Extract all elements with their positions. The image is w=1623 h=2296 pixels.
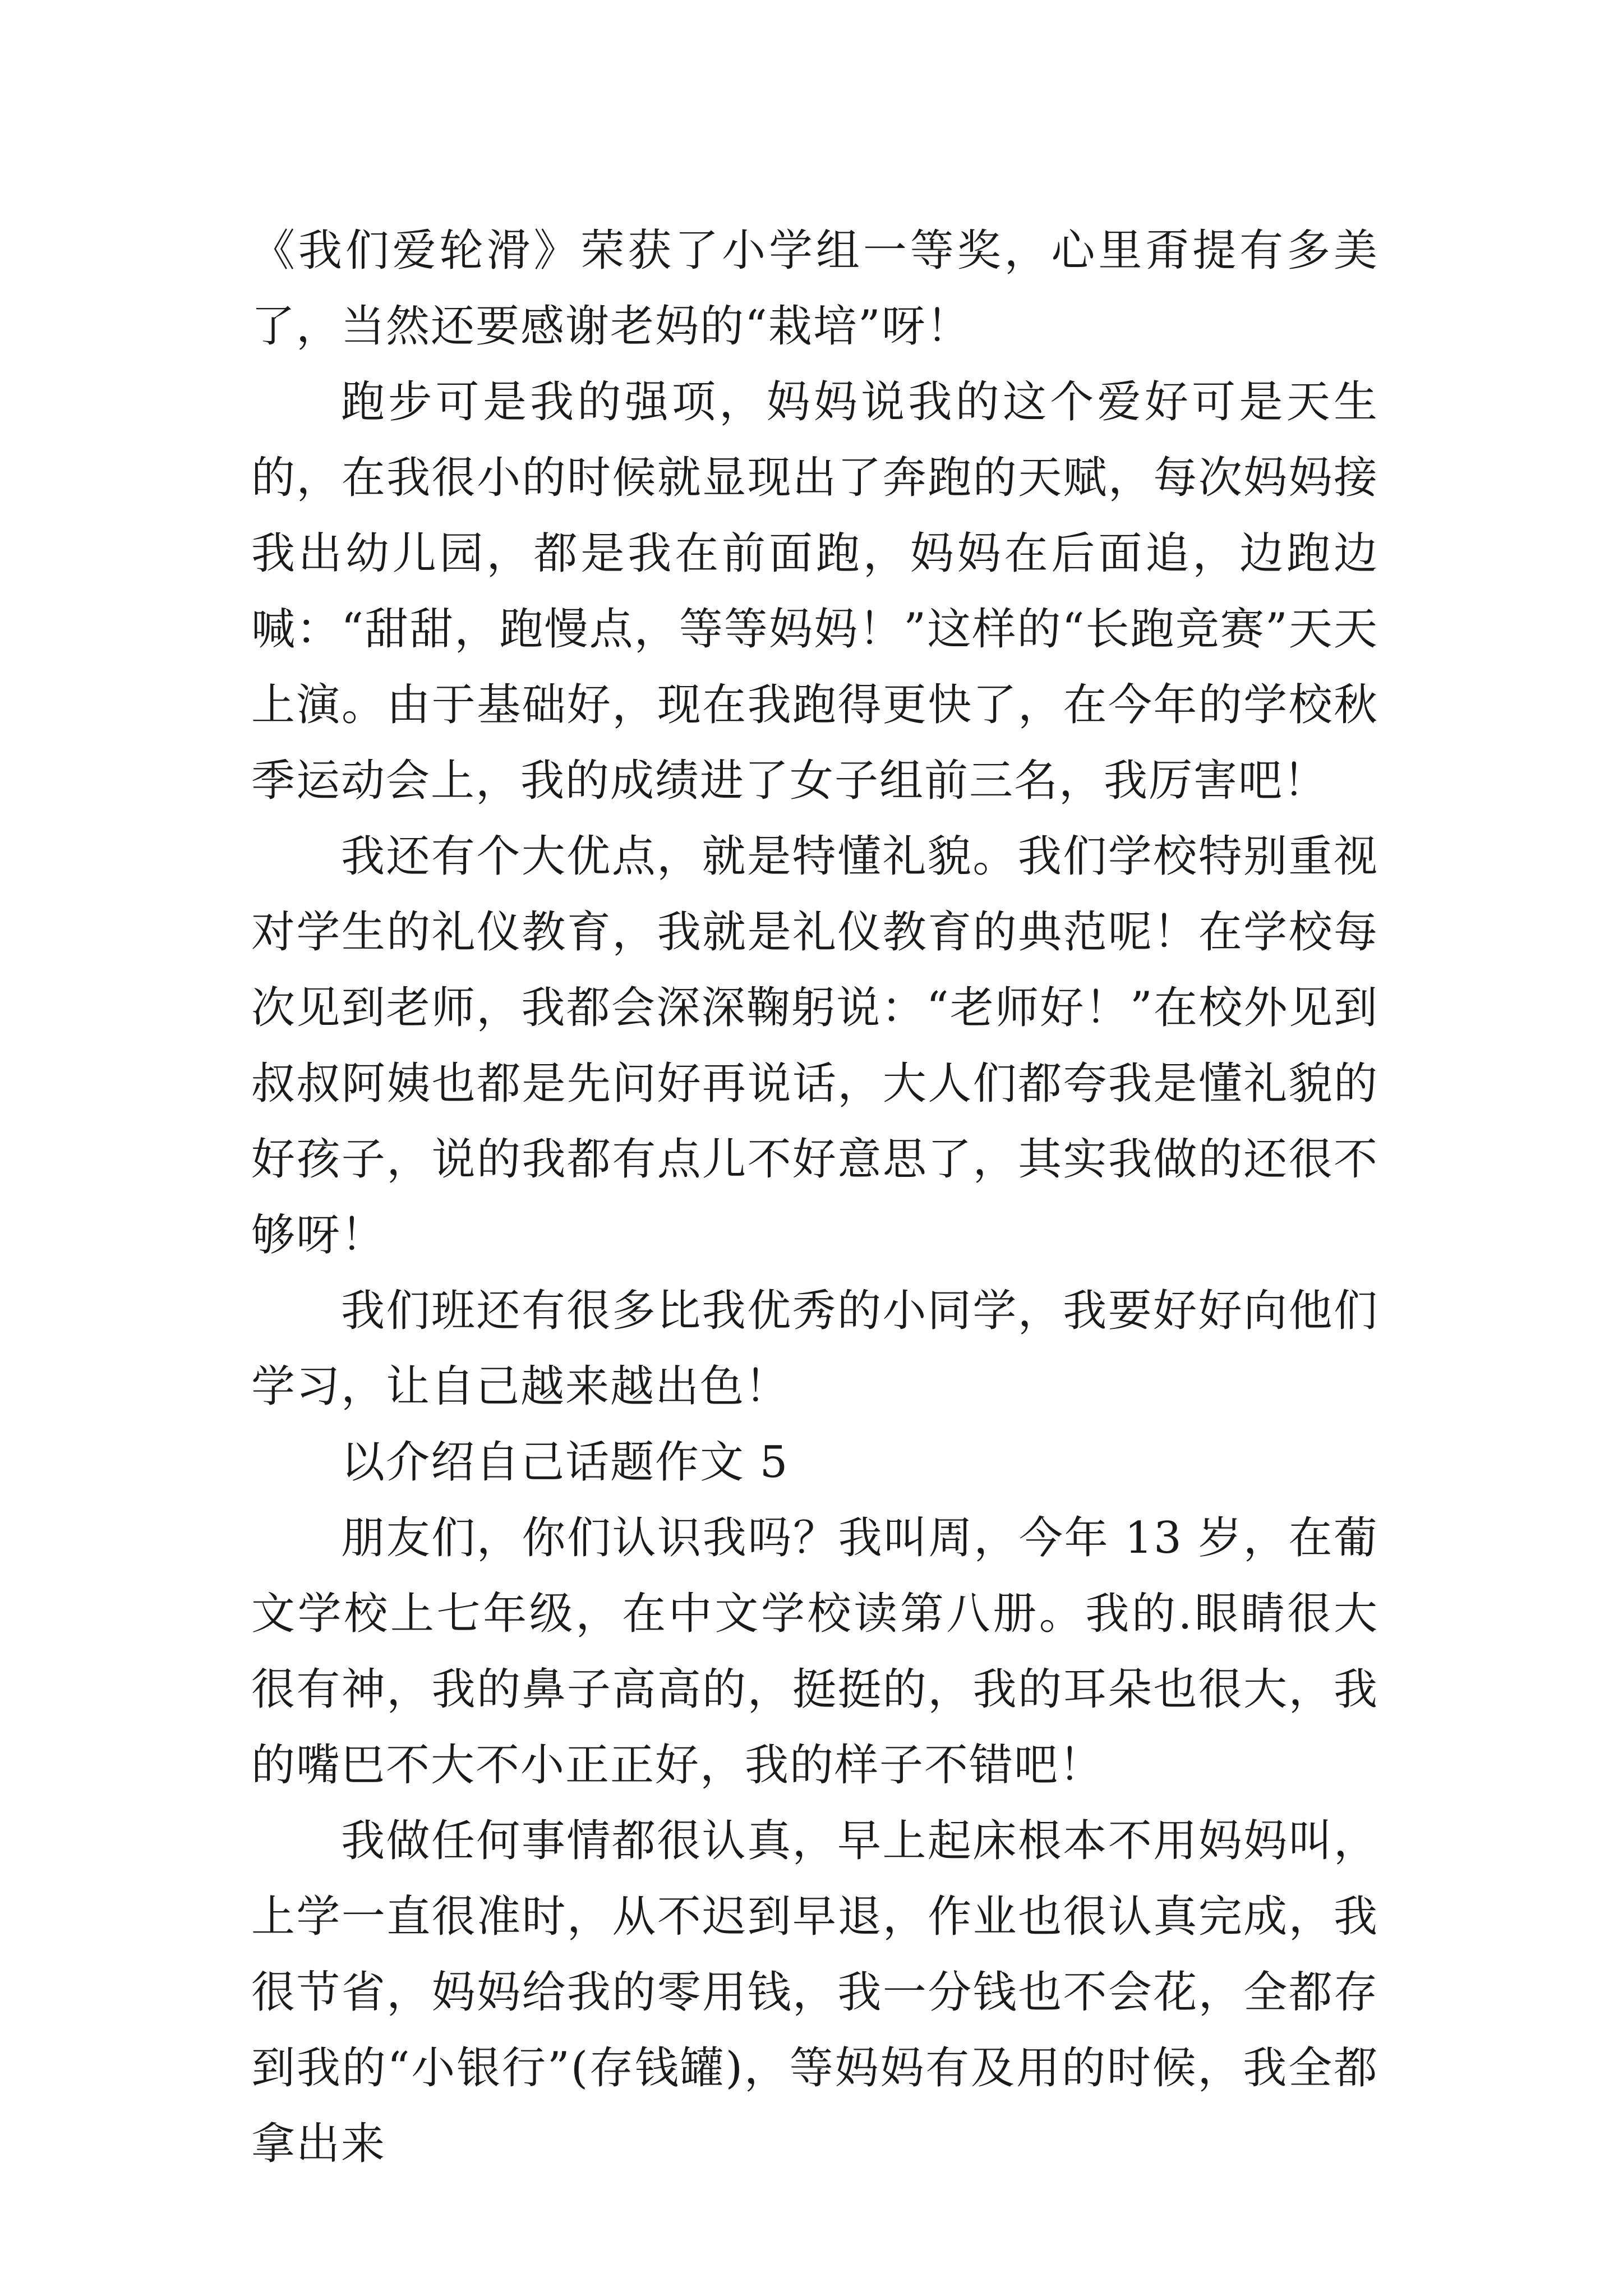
- paragraph-rollerskating-award: 《我们爱轮滑》荣获了小学组一等奖，心里甭提有多美了，当然还要感谢老妈的“栽培”呀！: [251, 226, 1378, 352]
- paragraph-diligence: 我做任何事情都很认真，早上起床根本不用妈妈叫，上学一直很准时，从不迟到早退，作业也很认真完成，我很节省，妈妈给我的零用钱，我一分钱也不会花，全都存到我的“小银行”(存钱罐)，等妈妈有及用的时候，我全都拿出来: [251, 1816, 1378, 2169]
- paragraph-politeness: 我还有个大优点，就是特懂礼貌。我们学校特别重视对学生的礼仪教育，我就是礼仪教育的典范呢！在学校每次见到老师，我都会深深鞠躬说：“老师好！”在校外见到叔叔阿姨也都是先问好再说话，大人们都夸我是懂礼貌的好孩子，说的我都有点儿不好意思了，其实我做的还很不够呀！: [251, 831, 1378, 1260]
- paragraph-self-introduction: 朋友们，你们认识我吗？我叫周，今年 13 岁，在葡文学校上七年级，在中文学校读第八册。我的.眼睛很大很有神，我的鼻子高高的，挺挺的，我的耳朵也很大，我的嘴巴不大不小正正好，我的样子不错吧！: [251, 1513, 1378, 1791]
- paragraph-classmates: 我们班还有很多比我优秀的小同学，我要好好向他们学习，让自己越来越出色！: [251, 1286, 1378, 1412]
- paragraph-running: 跑步可是我的强项，妈妈说我的这个爱好可是天生的，在我很小的时候就显现出了奔跑的天赋，每次妈妈接我出幼儿园，都是我在前面跑，妈妈在后面追，边跑边喊：“甜甜，跑慢点，等等妈妈！”这样的“长跑竞赛”天天上演。由于基础好，现在我跑得更快了，在今年的学校秋季运动会上，我的成绩进了女子组前三名，我厉害吧！: [251, 377, 1378, 806]
- document-body: [251, 213, 1378, 2182]
- essay-heading-5: 以介绍自己话题作文 5: [341, 1437, 789, 1488]
